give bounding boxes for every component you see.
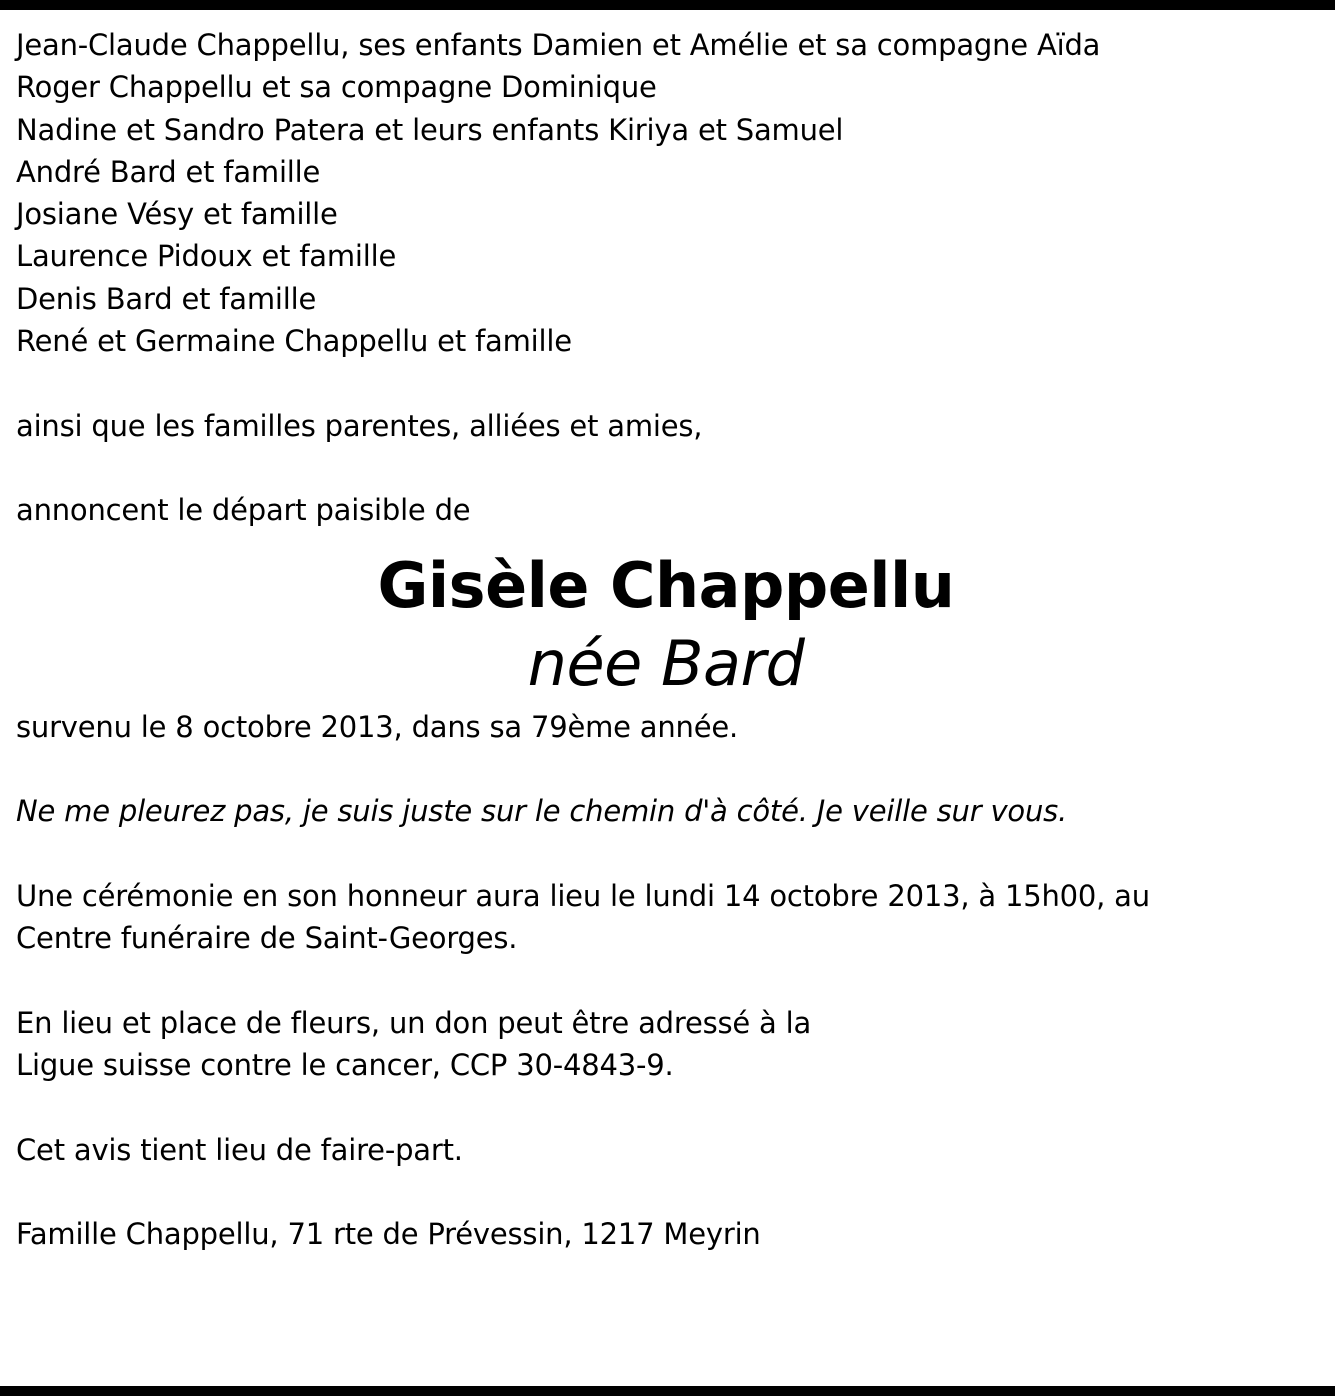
obituary-notice (16, 24, 1316, 1255)
donation-line: Ligue suisse contre le cancer, CCP 30-4843-9. (16, 1047, 674, 1082)
family-line: André Bard et famille (16, 154, 321, 189)
memorial-quote: Ne me pleurez pas, je suis juste sur le chemin d'à côté. Je veille sur vous. (16, 794, 1068, 829)
top-border-rule (0, 0, 1335, 10)
ceremony-line: Une cérémonie en son honneur aura lieu le lundi 14 octobre 2013, à 15h00, au (16, 878, 1150, 913)
donation-info (16, 1002, 1316, 1087)
deceased-name: Gisèle Chappellu (377, 548, 955, 622)
death-date-line: survenu le 8 octobre 2013, dans sa 79ème année. (16, 709, 739, 744)
family-line: Roger Chappellu et sa compagne Dominique (16, 70, 657, 105)
deceased-name-block (16, 546, 1316, 702)
family-line: Nadine et Sandro Patera et leurs enfants Kiriya et Samuel (16, 112, 844, 147)
family-line: René et Germaine Chappellu et famille (16, 324, 572, 359)
maiden-name: née Bard (527, 626, 805, 700)
ceremony-line: Centre funéraire de Saint-Georges. (16, 921, 518, 956)
related-families-line: ainsi que les familles parentes, alliées et amies, (16, 408, 703, 443)
family-line: Laurence Pidoux et famille (16, 239, 397, 274)
notice-line: Cet avis tient lieu de faire-part. (16, 1132, 463, 1167)
family-line: Jean-Claude Chappellu, ses enfants Damien et Amélie et sa compagne Aïda (16, 28, 1101, 62)
announcement-line: annoncent le départ paisible de (16, 493, 471, 528)
ceremony-info (16, 875, 1316, 960)
family-line: Josiane Vésy et famille (16, 197, 338, 232)
family-address: Famille Chappellu, 71 rte de Prévessin, 1217 Meyrin (16, 1217, 761, 1252)
bottom-border-rule (0, 1386, 1335, 1396)
donation-line: En lieu et place de fleurs, un don peut être adressé à la (16, 1005, 812, 1040)
family-line: Denis Bard et famille (16, 281, 317, 316)
family-list (16, 24, 1316, 362)
